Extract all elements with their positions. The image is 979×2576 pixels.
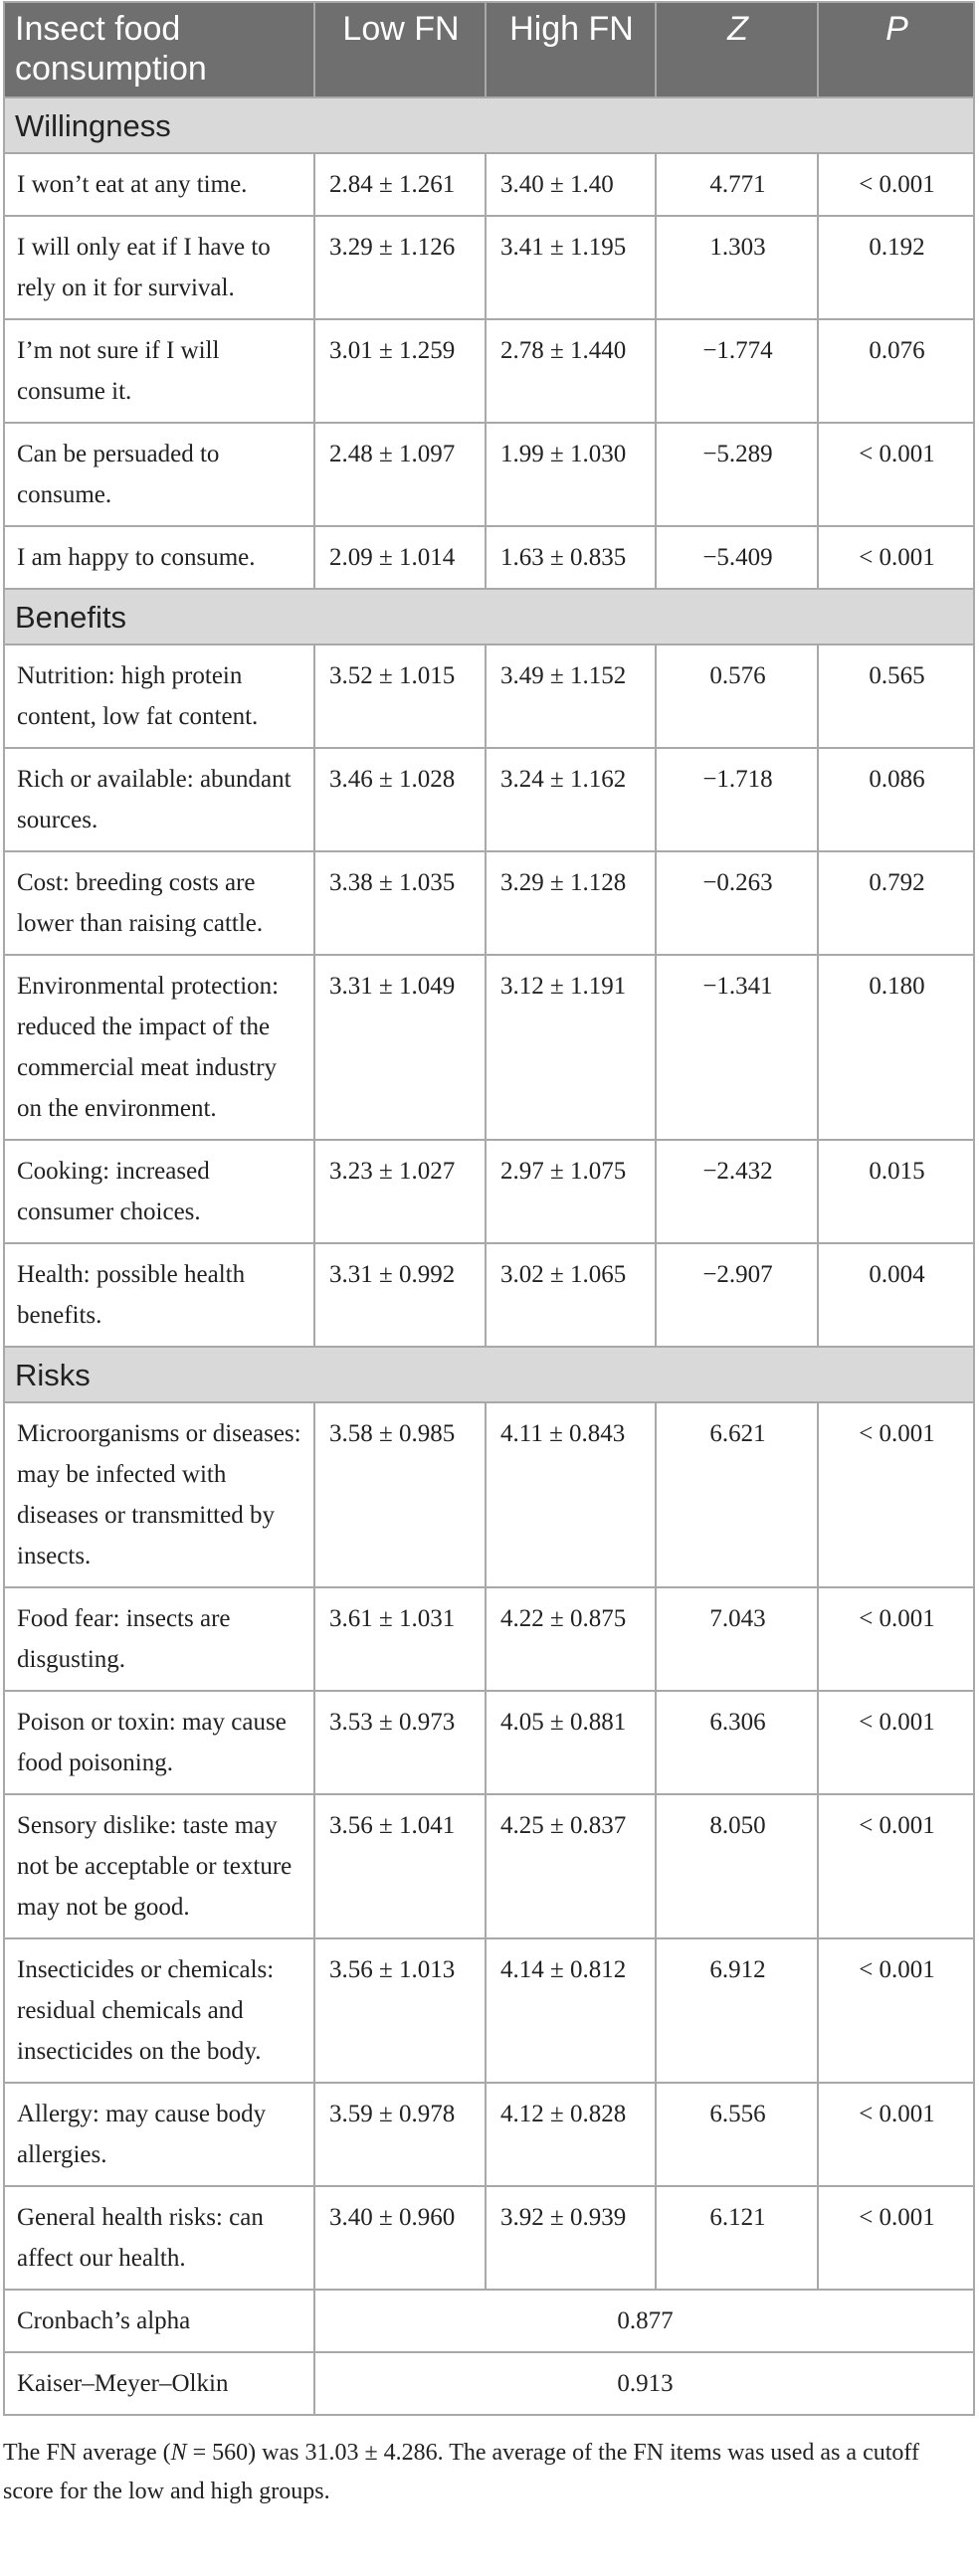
p-cell: 0.192 xyxy=(818,216,974,319)
low-fn-cell: 2.48 ± 1.097 xyxy=(314,423,486,526)
p-cell: < 0.001 xyxy=(818,2186,974,2290)
table-row xyxy=(4,1794,974,1938)
section-row xyxy=(4,1347,974,1402)
table-row xyxy=(4,526,974,589)
z-cell: −1.718 xyxy=(656,748,818,851)
low-fn-cell: 3.61 ± 1.031 xyxy=(314,1587,486,1691)
high-fn-cell: 3.92 ± 0.939 xyxy=(486,2186,656,2290)
high-fn-cell: 4.25 ± 0.837 xyxy=(486,1794,656,1938)
table-row xyxy=(4,423,974,526)
low-fn-cell: 3.01 ± 1.259 xyxy=(314,319,486,423)
low-fn-cell: 3.40 ± 0.960 xyxy=(314,2186,486,2290)
table-row xyxy=(4,851,974,955)
table-body xyxy=(4,97,974,2415)
item-cell: Environmental protection: reduced the impact of the commercial meat industry on the environment. xyxy=(4,955,314,1140)
high-fn-cell: 3.41 ± 1.195 xyxy=(486,216,656,319)
item-cell: Sensory dislike: taste may not be acceptable or texture may not be good. xyxy=(4,1794,314,1938)
low-fn-cell: 3.38 ± 1.035 xyxy=(314,851,486,955)
item-cell: Rich or available: abundant sources. xyxy=(4,748,314,851)
low-fn-cell: 3.56 ± 1.041 xyxy=(314,1794,486,1938)
p-cell: 0.004 xyxy=(818,1243,974,1347)
table-row xyxy=(4,955,974,1140)
high-fn-cell: 1.63 ± 0.835 xyxy=(486,526,656,589)
z-cell: −0.263 xyxy=(656,851,818,955)
p-cell: < 0.001 xyxy=(818,2083,974,2186)
table-row xyxy=(4,1140,974,1243)
summary-value: 0.913 xyxy=(314,2352,974,2415)
low-fn-cell: 3.23 ± 1.027 xyxy=(314,1140,486,1243)
p-cell: < 0.001 xyxy=(818,1691,974,1794)
p-cell: 0.180 xyxy=(818,955,974,1140)
table-row xyxy=(4,319,974,423)
item-cell: Cost: breeding costs are lower than raising cattle. xyxy=(4,851,314,955)
table-row xyxy=(4,216,974,319)
high-fn-cell: 4.14 ± 0.812 xyxy=(486,1938,656,2083)
item-cell: I will only eat if I have to rely on it for survival. xyxy=(4,216,314,319)
p-cell: 0.792 xyxy=(818,851,974,955)
p-cell: 0.565 xyxy=(818,644,974,748)
p-cell: < 0.001 xyxy=(818,1794,974,1938)
z-cell: 6.121 xyxy=(656,2186,818,2290)
z-cell: −5.409 xyxy=(656,526,818,589)
p-cell: < 0.001 xyxy=(818,153,974,216)
header-z: Z xyxy=(656,2,818,97)
high-fn-cell: 1.99 ± 1.030 xyxy=(486,423,656,526)
header-p: P xyxy=(818,2,974,97)
p-cell: 0.015 xyxy=(818,1140,974,1243)
low-fn-cell: 3.53 ± 0.973 xyxy=(314,1691,486,1794)
z-cell: 8.050 xyxy=(656,1794,818,1938)
high-fn-cell: 4.11 ± 0.843 xyxy=(486,1402,656,1587)
z-cell: −2.907 xyxy=(656,1243,818,1347)
p-cell: < 0.001 xyxy=(818,526,974,589)
high-fn-cell: 3.02 ± 1.065 xyxy=(486,1243,656,1347)
low-fn-cell: 3.52 ± 1.015 xyxy=(314,644,486,748)
section-row xyxy=(4,97,974,153)
item-cell: Insecticides or chemicals: residual chemicals and insecticides on the body. xyxy=(4,1938,314,2083)
z-cell: −1.774 xyxy=(656,319,818,423)
low-fn-cell: 3.46 ± 1.028 xyxy=(314,748,486,851)
results-table xyxy=(3,1,975,2416)
footnote-text-end: = 560) was 31.03 ± 4.286. The average of the FN items was used as a cutoff score for the low and high groups. xyxy=(3,2440,919,2504)
low-fn-cell: 3.58 ± 0.985 xyxy=(314,1402,486,1587)
table-row xyxy=(4,2083,974,2186)
summary-row xyxy=(4,2290,974,2352)
table-row xyxy=(4,2186,974,2290)
item-cell: Health: possible health benefits. xyxy=(4,1243,314,1347)
z-cell: 6.912 xyxy=(656,1938,818,2083)
summary-value: 0.877 xyxy=(314,2290,974,2352)
table-footnote xyxy=(3,2434,973,2511)
z-cell: 6.306 xyxy=(656,1691,818,1794)
item-cell: Cooking: increased consumer choices. xyxy=(4,1140,314,1243)
item-cell: I won’t eat at any time. xyxy=(4,153,314,216)
high-fn-cell: 4.12 ± 0.828 xyxy=(486,2083,656,2186)
footnote-text-start: The FN average ( xyxy=(3,2440,171,2466)
header-low-fn: Low FN xyxy=(314,2,486,97)
p-cell: < 0.001 xyxy=(818,1587,974,1691)
summary-label: Kaiser–Meyer–Olkin xyxy=(4,2352,314,2415)
low-fn-cell: 2.84 ± 1.261 xyxy=(314,153,486,216)
high-fn-cell: 3.12 ± 1.191 xyxy=(486,955,656,1140)
table-header xyxy=(4,2,974,97)
item-cell: Allergy: may cause body allergies. xyxy=(4,2083,314,2186)
item-cell: I am happy to consume. xyxy=(4,526,314,589)
high-fn-cell: 4.22 ± 0.875 xyxy=(486,1587,656,1691)
summary-label: Cronbach’s alpha xyxy=(4,2290,314,2352)
item-cell: Can be persuaded to consume. xyxy=(4,423,314,526)
p-cell: < 0.001 xyxy=(818,423,974,526)
item-cell: Nutrition: high protein content, low fat content. xyxy=(4,644,314,748)
header-row xyxy=(4,2,974,97)
summary-row xyxy=(4,2352,974,2415)
footnote-n-symbol: N xyxy=(170,2440,187,2466)
z-cell: −5.289 xyxy=(656,423,818,526)
high-fn-cell: 3.29 ± 1.128 xyxy=(486,851,656,955)
high-fn-cell: 3.49 ± 1.152 xyxy=(486,644,656,748)
p-cell: 0.086 xyxy=(818,748,974,851)
p-cell: < 0.001 xyxy=(818,1402,974,1587)
high-fn-cell: 2.78 ± 1.440 xyxy=(486,319,656,423)
high-fn-cell: 4.05 ± 0.881 xyxy=(486,1691,656,1794)
header-high-fn: High FN xyxy=(486,2,656,97)
table-row xyxy=(4,1587,974,1691)
low-fn-cell: 3.31 ± 1.049 xyxy=(314,955,486,1140)
z-cell: 6.621 xyxy=(656,1402,818,1587)
z-cell: −1.341 xyxy=(656,955,818,1140)
low-fn-cell: 3.29 ± 1.126 xyxy=(314,216,486,319)
z-cell: 6.556 xyxy=(656,2083,818,2186)
high-fn-cell: 3.40 ± 1.40 xyxy=(486,153,656,216)
section-row xyxy=(4,589,974,644)
high-fn-cell: 2.97 ± 1.075 xyxy=(486,1140,656,1243)
z-cell: 1.303 xyxy=(656,216,818,319)
table-row xyxy=(4,1243,974,1347)
z-cell: 0.576 xyxy=(656,644,818,748)
section-title: Risks xyxy=(4,1347,974,1402)
table-row xyxy=(4,644,974,748)
low-fn-cell: 2.09 ± 1.014 xyxy=(314,526,486,589)
table-row xyxy=(4,1402,974,1587)
item-cell: General health risks: can affect our health. xyxy=(4,2186,314,2290)
header-item: Insect food consumption xyxy=(4,2,314,97)
item-cell: Food fear: insects are disgusting. xyxy=(4,1587,314,1691)
low-fn-cell: 3.56 ± 1.013 xyxy=(314,1938,486,2083)
item-cell: I’m not sure if I will consume it. xyxy=(4,319,314,423)
p-cell: < 0.001 xyxy=(818,1938,974,2083)
z-cell: 4.771 xyxy=(656,153,818,216)
table-row xyxy=(4,1691,974,1794)
z-cell: 7.043 xyxy=(656,1587,818,1691)
p-cell: 0.076 xyxy=(818,319,974,423)
low-fn-cell: 3.31 ± 0.992 xyxy=(314,1243,486,1347)
section-title: Benefits xyxy=(4,589,974,644)
high-fn-cell: 3.24 ± 1.162 xyxy=(486,748,656,851)
item-cell: Poison or toxin: may cause food poisoning. xyxy=(4,1691,314,1794)
section-title: Willingness xyxy=(4,97,974,153)
table-row xyxy=(4,1938,974,2083)
low-fn-cell: 3.59 ± 0.978 xyxy=(314,2083,486,2186)
item-cell: Microorganisms or diseases: may be infected with diseases or transmitted by insects. xyxy=(4,1402,314,1587)
table-row xyxy=(4,153,974,216)
table-row xyxy=(4,748,974,851)
z-cell: −2.432 xyxy=(656,1140,818,1243)
